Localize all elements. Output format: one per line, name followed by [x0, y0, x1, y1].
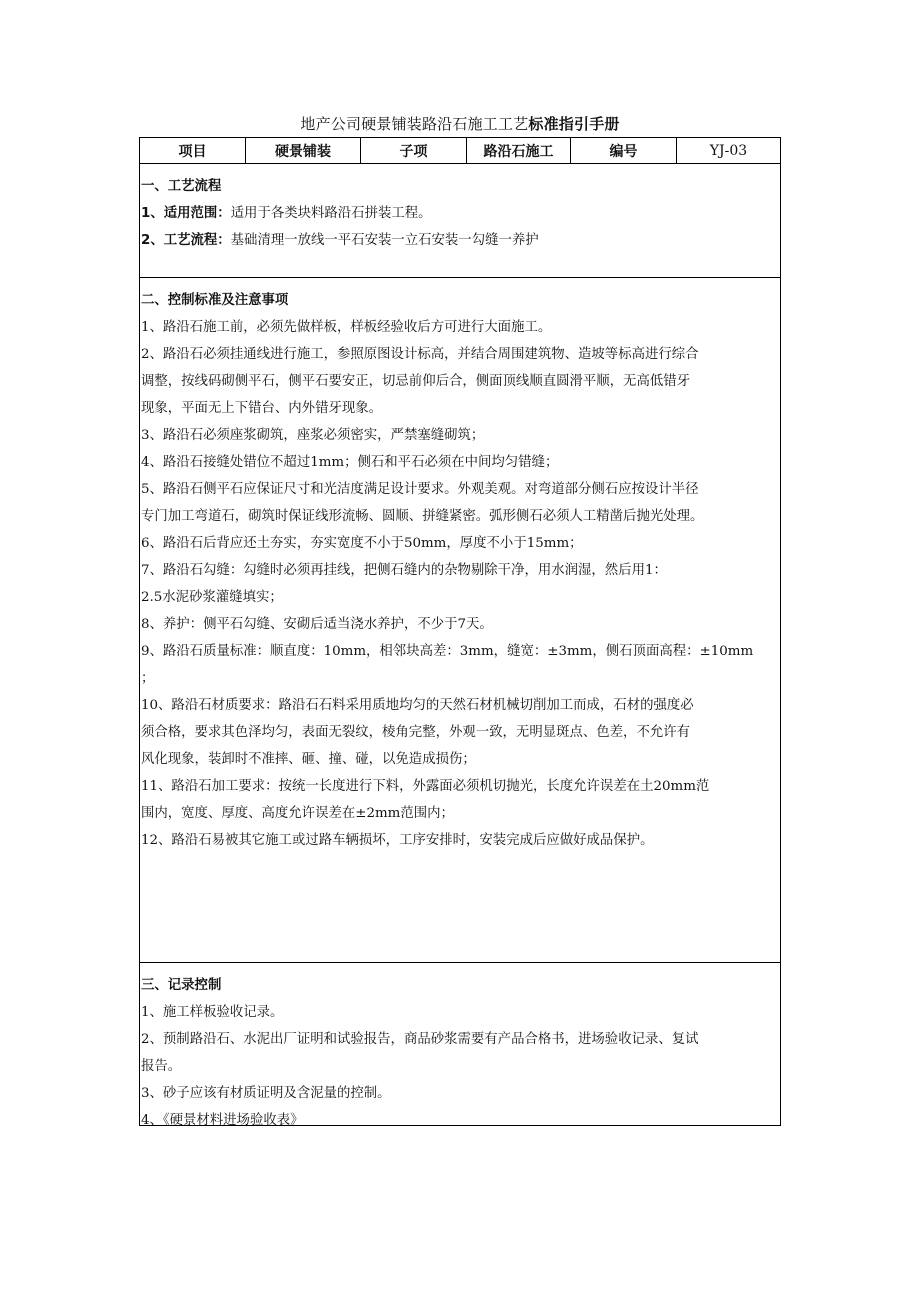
record-line: 1、施工样板验收记录。: [141, 1005, 284, 1020]
record-line: 报告。: [141, 1059, 182, 1074]
header-item-value: 硬景铺装: [246, 138, 361, 163]
control-line: 1、路沿石施工前，必须先做样板，样板经验收后方可进行大面施工。: [141, 320, 552, 335]
scope-prefix: 1、适用范围：: [141, 206, 231, 221]
control-line: 4、路沿石接缝处错位不超过1mm；侧石和平石必须在中间均匀错缝；: [141, 455, 559, 470]
section-control-heading: 二、控制标准及注意事项: [141, 293, 289, 308]
document-title: [0, 113, 920, 134]
header-sub-value: 路沿石施工: [467, 138, 571, 163]
scope-line: [141, 200, 780, 227]
control-line: 2.5水泥砂浆灌缝填实；: [141, 590, 283, 605]
control-line: 5、路沿石侧平石应保证尺寸和光洁度满足设计要求。外观美观。对弯道部分侧石应按设计半径: [141, 482, 699, 497]
section-records-heading: 三、记录控制: [141, 978, 222, 993]
control-line: 围内，宽度、厚度、高度允许误差在±2mm范围内；: [141, 806, 454, 821]
header-code-value: YJ-03: [709, 142, 748, 159]
control-line: 10、路沿石材质要求：路沿石石料采用质地均匀的天然石材机械切削加工而成，石材的强度必: [141, 698, 694, 713]
title-bold: 标准指引手册: [528, 115, 620, 133]
flow-text: 基础清理一放线一平石安装一立石安装一勾缝一养护: [230, 233, 539, 248]
control-line: 2、路沿石必须挂通线进行施工，参照原图设计标高，并结合周围建筑物、造坡等标高进行综合: [141, 347, 699, 362]
scope-text: 适用于各类块料路沿石拼装工程。: [230, 206, 432, 221]
record-line: 4、《硬景材料进场验收表》: [141, 1113, 304, 1128]
control-line: ；: [141, 671, 155, 686]
control-line: 12、路沿石易被其它施工或过路车辆损坏，工序安排时，安装完成后应做好成品保护。: [141, 833, 654, 848]
control-line: 现象，平面无上下错台、内外错牙现象。: [141, 401, 383, 416]
flow-line: [141, 227, 780, 254]
control-line: 专门加工弯道石，砌筑时保证线形流畅、圆顺、拼缝紧密。弧形侧石必须人工精凿后抛光处理。: [141, 509, 704, 524]
control-line: 风化现象，装卸时不准摔、砸、撞、碰，以免造成损伤；: [141, 752, 476, 767]
header-item-label: 项目: [140, 138, 246, 163]
section-records: [140, 963, 780, 1128]
control-line: 6、路沿石后背应还土夯实，夯实宽度不小于50mm，厚度不小于15mm；: [141, 536, 583, 551]
control-line: 8、养护：侧平石勾缝、安砌后适当浇水养护，不少于7天。: [141, 617, 493, 632]
standard-sheet: [139, 137, 781, 1126]
section-process-heading: 一、工艺流程: [141, 179, 222, 194]
record-line: 2、预制路沿石、水泥出厂证明和试验报告，商品砂浆需要有产品合格书，进场验收记录、复试: [141, 1032, 699, 1047]
control-line: 9、路沿石质量标准：顺直度：10mm，相邻块高差：3mm，缝宽：±3mm，侧石顶面高程：±10mm: [141, 644, 754, 659]
control-line: 调整，按线码砌侧平石，侧平石要安正，切忌前仰后合，侧面顶线顺直圆滑平顺，无高低错牙: [141, 374, 691, 389]
section-process: [140, 164, 780, 278]
control-line: 11、路沿石加工要求：按统一长度进行下料，外露面必须机切抛光，长度允许误差在土20mm范: [141, 779, 710, 794]
header-sub-label: 子项: [361, 138, 467, 163]
header-row: [140, 138, 780, 164]
flow-prefix: 2、工艺流程：: [141, 233, 231, 248]
record-line: 3、砂子应该有材质证明及含泥量的控制。: [141, 1086, 391, 1101]
control-line: 3、路沿石必须座浆砌筑，座浆必须密实，严禁塞缝砌筑；: [141, 428, 485, 443]
control-line: 须合格，要求其色泽均匀，表面无裂纹，棱角完整，外观一致，无明显斑点、色差，不允许有: [141, 725, 691, 740]
title-normal: 地产公司硬景铺装路沿石施工工艺: [300, 115, 529, 133]
section-control: [140, 278, 780, 963]
control-line: 7、路沿石勾缝：勾缝时必须再挂线，把侧石缝内的杂物剔除干净，用水润湿，然后用1：: [141, 563, 667, 578]
header-code-label: 编号: [571, 138, 677, 163]
